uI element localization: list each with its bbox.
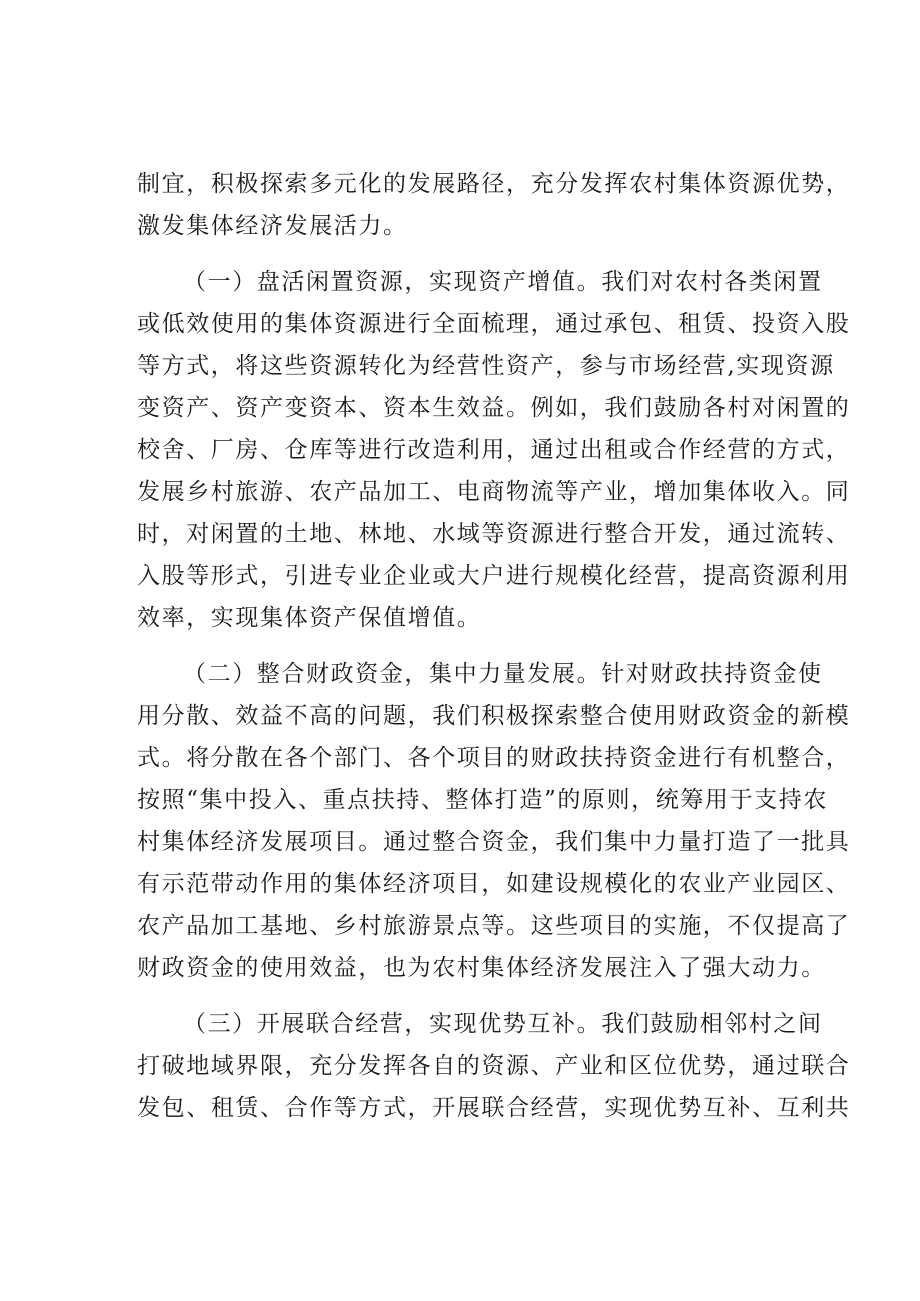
text-line: 或低效使用的集体资源进行全面梳理，通过承包、租赁、投资入股	[137, 311, 851, 337]
text-line: 按照“集中投入、重点扶持、整体打造”的原则，统筹用于支持农	[137, 787, 828, 813]
paragraph-section-2	[137, 653, 851, 989]
section-heading-line: （二）整合财政资金，集中力量发展。针对财政扶持资金使	[183, 661, 823, 687]
text-line: 校舍、厂房、仓库等进行改造利用，通过出租或合作经营的方式，	[137, 437, 851, 463]
text-line: 激发集体经济发展活力。	[137, 213, 408, 239]
text-line: 发包、租赁、合作等方式，开展联合经营，实现优势互补、互利共	[137, 1095, 851, 1121]
text-line: 等方式，将这些资源转化为经营性资产，参与市场经营,实现资源	[137, 353, 835, 379]
text-line: 有示范带动作用的集体经济项目，如建设规模化的农业产业园区、	[137, 871, 851, 897]
text-line: 用分散、效益不高的问题，我们积极探索整合使用财政资金的新模	[137, 703, 851, 729]
text-line: 打破地域界限，充分发挥各自的资源、产业和区位优势，通过联合	[137, 1053, 851, 1079]
text-line: 效率，实现集体资产保值增值。	[137, 605, 482, 631]
text-line: 发展乡村旅游、农产品加工、电商物流等产业，增加集体收入。同	[137, 479, 851, 505]
paragraph-section-3	[137, 1003, 851, 1129]
paragraph-section-1	[137, 261, 851, 639]
section-heading-line: （三）开展联合经营，实现优势互补。我们鼓励相邻村之间	[183, 1011, 823, 1037]
text-line: 财政资金的使用效益，也为农村集体经济发展注入了强大动力。	[137, 955, 826, 981]
document-body	[137, 163, 851, 1143]
paragraph-continuation	[137, 163, 851, 247]
text-line: 式。将分散在各个部门、各个项目的财政扶持资金进行有机整合，	[137, 745, 851, 771]
text-line: 入股等形式，引进专业企业或大户进行规模化经营，提高资源利用	[137, 563, 851, 589]
text-line: 时，对闲置的土地、林地、水域等资源进行整合开发，通过流转、	[137, 521, 851, 547]
text-line: 农产品加工基地、乡村旅游景点等。这些项目的实施，不仅提高了	[137, 913, 851, 939]
text-line: 制宜，积极探索多元化的发展路径，充分发挥农村集体资源优势，	[137, 171, 851, 197]
text-line: 村集体经济发展项目。通过整合资金，我们集中力量打造了一批具	[137, 829, 851, 855]
text-line: 变资产、资产变资本、资本生效益。例如，我们鼓励各村对闲置的	[137, 395, 851, 421]
section-heading-line: （一）盘活闲置资源，实现资产增值。我们对农村各类闲置	[183, 269, 823, 295]
